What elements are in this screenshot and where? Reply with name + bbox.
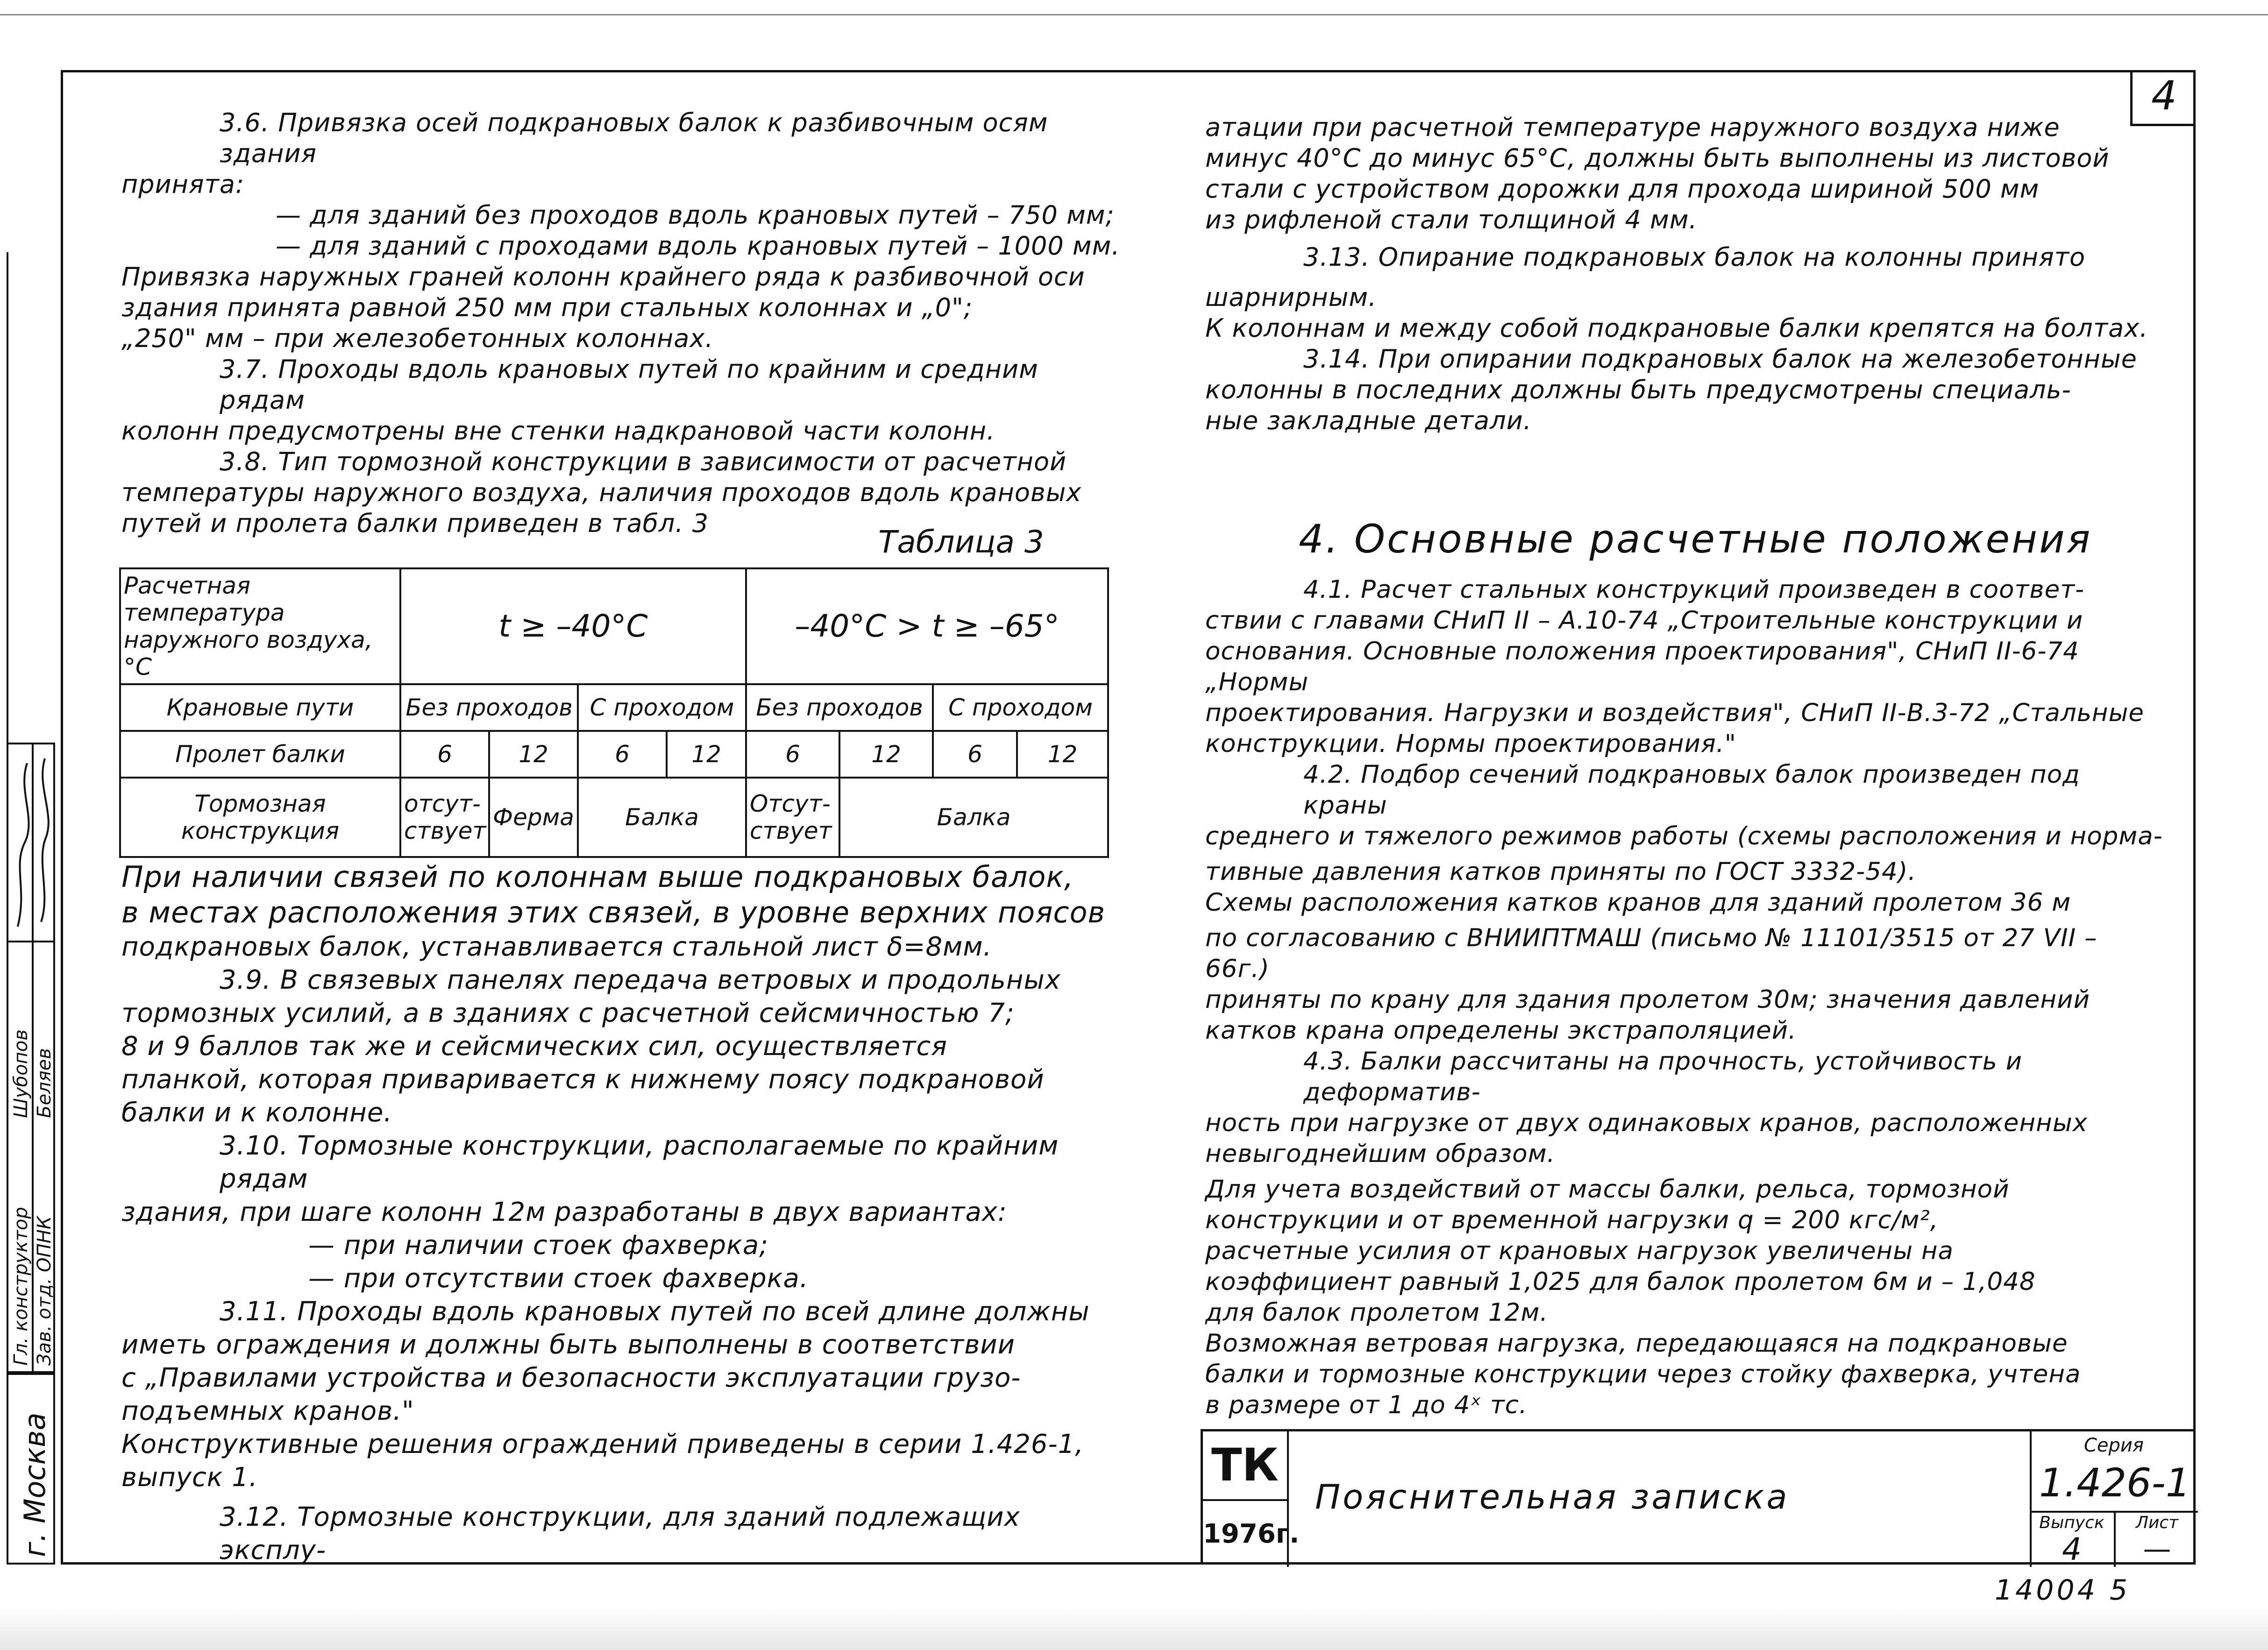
text-line: среднего и тяжелого режимов работы (схемы расположения и норма-	[1205, 822, 2163, 850]
sidebar-name2: Беляев	[34, 1048, 55, 1118]
text-line: атации при расчетной температуре наружного воздуха ниже	[1205, 113, 2060, 142]
year: 1976г.	[1203, 1519, 1300, 1549]
sidebar-city-strip	[7, 1373, 55, 1565]
text-line: катков крана определены экстраполяцией.	[1205, 1016, 1797, 1045]
text-line: здания принята равной 250 мм при стальных колоннах и „0";	[121, 293, 973, 322]
text-line: Привязка наружных граней колонн крайнего ряда к разбивочной оси	[121, 262, 1085, 291]
org-code: ТК	[1211, 1439, 1279, 1491]
table-cell: 6	[400, 731, 489, 778]
table-cell: Крановые пути	[120, 684, 400, 731]
text-line: конструкции и от временной нагрузки q = 200 кгс/м²,	[1205, 1206, 1939, 1234]
table-cell: С проходом	[578, 684, 746, 731]
text-line: Конструктивные решения ограждений приведены в серии 1.426-1,	[121, 1429, 1084, 1459]
document-title: Пояснительная записка	[1315, 1477, 1790, 1516]
text-line: невыгоднейшим образом.	[1205, 1140, 1556, 1168]
section-heading: 4. Основные расчетные положения	[1299, 516, 2092, 562]
text-line: „250" мм – при железобетонных колоннах.	[121, 324, 714, 353]
text-line: 8 и 9 баллов так же и сейсмических сил, осуществляется	[121, 1031, 947, 1062]
text-line: по согласованию с ВНИИПТМАШ (письмо № 11101/3515 от 27 VII – 66г.)	[1205, 924, 2097, 983]
series-value: 1.426-1	[2039, 1460, 2191, 1506]
table-cell: 12	[667, 731, 746, 778]
table-cell: –40°С > t ≥ –65°	[746, 568, 1108, 684]
text-line: ствии с главами СНиП II – А.10-74 „Строительные конструкции и	[1205, 606, 2083, 635]
text-line: 4.2. Подбор сечений подкрановых балок произведен под краны	[1303, 760, 2080, 820]
bottom-code: 14004 5	[1995, 1574, 2131, 1607]
table-cell: Балка	[839, 778, 1108, 857]
text-line: 4.3. Балки рассчитаны на прочность, устойчивость и деформатив-	[1303, 1047, 2023, 1106]
text-line: коэффициент равный 1,025 для балок пролетом 6м и – 1,048	[1205, 1268, 2036, 1296]
table-cell: Пролет балки	[120, 731, 400, 778]
right-column-body	[1205, 574, 2163, 1421]
text-line: температуры наружного воздуха, наличия проходов вдоль крановых	[121, 478, 1082, 507]
text-line: 3.9. В связевых панелях передача ветровых и продольных	[220, 965, 1061, 995]
text-line: с „Правилами устройства и безопасности эксплуатации грузо-	[121, 1363, 1021, 1393]
table-cell: Ферма	[489, 778, 578, 857]
text-line: 3.10. Тормозные конструкции, располагаемые по крайним рядам	[220, 1131, 1059, 1194]
sidebar-role2: Зав. отд. ОПНК	[34, 1216, 55, 1366]
text-line: минус 40°С до минус 65°С, должны быть выполнены из листовой	[1205, 143, 2110, 173]
sidebar-role1: Гл. конструктор	[10, 1207, 32, 1366]
text-line: тивные давления катков приняты по ГОСТ 3332-54).	[1205, 857, 1917, 886]
table-row	[120, 778, 1108, 857]
text-line: приняты по крану для здания пролетом 30м; значения давлений	[1205, 985, 2090, 1014]
text-line: из рифленой стали толщиной 4 мм.	[1205, 205, 1698, 234]
left-column-bottom	[121, 859, 1126, 1567]
sheet-number: 4	[2130, 70, 2196, 126]
table-cell: 12	[1017, 731, 1108, 778]
text-line: ные закладные детали.	[1205, 406, 1532, 435]
table-cell: 12	[489, 731, 578, 778]
text-line: колонн предусмотрены вне стенки надкрановой части колонн.	[121, 416, 995, 446]
text-line: в местах расположения этих связей, в уровне верхних поясов	[121, 895, 1106, 929]
text-line: шарнирным.	[1205, 283, 1377, 312]
sidebar-line	[7, 252, 8, 743]
text-line: ность при нагрузке от двух одинаковых кранов, расположенных	[1205, 1109, 2088, 1137]
signature-icon	[8, 749, 53, 936]
text-line: путей и пролета балки приведен в табл. 3	[121, 509, 709, 538]
sidebar-name1: Шубопов	[10, 1029, 32, 1118]
title-block	[1201, 1429, 2196, 1565]
text-line: планкой, которая приваривается к нижнему поясу подкрановой	[121, 1064, 1045, 1095]
text-line: 3.12. Тормозные конструкции, для зданий подлежащих эксплу-	[220, 1502, 1020, 1565]
text-line: При наличии связей по колоннам выше подкрановых балок,	[121, 860, 1074, 894]
text-line: Для учета воздействий от массы балки, рельса, тормозной	[1205, 1175, 2010, 1204]
table-3	[119, 567, 1109, 858]
text-line: балки и тормозные конструкции через стойку фахверка, учтена	[1205, 1360, 2081, 1388]
table-cell: Расчетная температура наружного воздуха, °С	[120, 568, 400, 684]
text-line: — для зданий с проходами вдоль крановых путей – 1000 мм.	[276, 231, 1120, 261]
table-row	[120, 684, 1108, 731]
sidebar-signature-strip	[7, 743, 55, 1373]
text-line: стали с устройством дорожки для прохода шириной 500 мм	[1205, 174, 2040, 204]
text-line: основания. Основные положения проектирования", СНиП II-6-74 „Нормы	[1205, 637, 2079, 696]
sidebar-stamp	[0, 252, 61, 1565]
text-line: балки и к колонне.	[121, 1098, 393, 1128]
text-line: принята:	[121, 170, 245, 199]
text-line: расчетные усилия от крановых нагрузок увеличены на	[1205, 1237, 1954, 1265]
table-cell: Отсут-ствует	[746, 778, 839, 857]
table-cell: отсут-ствует	[400, 778, 489, 857]
text-line: в размере от 1 до 4ˣ тс.	[1205, 1391, 1528, 1419]
text-line: 3.11. Проходы вдоль крановых путей по всей длине должны	[220, 1296, 1090, 1327]
table-cell: 12	[839, 731, 933, 778]
right-column-top	[1205, 112, 2163, 436]
text-line: 3.6. Привязка осей подкрановых балок к разбивочным осям здания	[220, 108, 1048, 168]
series-label: Серия	[2084, 1435, 2144, 1456]
text-line: — для зданий без проходов вдоль крановых путей – 750 мм;	[276, 200, 1115, 230]
text-line: — при отсутствии стоек фахверка.	[308, 1263, 809, 1294]
text-line: Возможная ветровая нагрузка, передающаяся на подкрановые	[1205, 1329, 2068, 1358]
text-line: 3.14. При опирании подкрановых балок на железобетонные	[1303, 344, 2137, 374]
text-line: проектирования. Нагрузки и воздействия", СНиП II-В.3-72 „Стальные	[1205, 699, 2145, 727]
text-line: К колоннам и между собой подкрановые балки крепятся на болтах.	[1205, 313, 2148, 343]
table-caption: Таблица 3	[878, 524, 1044, 560]
table-cell: 6	[746, 731, 839, 778]
text-line: — при наличии стоек фахверка;	[308, 1230, 769, 1261]
text-line: тормозных усилий, а в зданиях с расчетной сейсмичностью 7;	[121, 998, 1015, 1028]
text-line: для балок пролетом 12м.	[1205, 1298, 1549, 1327]
text-line: выпуск 1.	[121, 1462, 258, 1493]
table-cell: Без проходов	[400, 684, 578, 731]
text-line: 3.13. Опирание подкрановых балок на колонны принято	[1303, 242, 2086, 272]
text-line: 3.8. Тип тормозной конструкции в зависимости от расчетной	[220, 447, 1067, 476]
text-line: 4.1. Расчет стальных конструкций произведен в соответ-	[1303, 575, 2085, 604]
table-cell: 6	[578, 731, 667, 778]
top-rule	[0, 14, 2268, 15]
left-column-top	[121, 107, 1126, 539]
table-row	[120, 731, 1108, 778]
table-row	[120, 568, 1108, 684]
table-cell: Балка	[578, 778, 746, 857]
text-line: конструкции. Нормы проектирования."	[1205, 729, 1737, 758]
text-line: Схемы расположения катков кранов для зданий пролетом 36 м	[1205, 888, 2071, 917]
table-cell: 6	[933, 731, 1017, 778]
text-line: иметь ограждения и должны быть выполнены в соответствии	[121, 1330, 1016, 1360]
text-line: подъемных кранов."	[121, 1396, 414, 1426]
text-line: здания, при шаге колонн 12м разработаны в двух вариантах:	[121, 1197, 1007, 1227]
table-cell: Без проходов	[746, 684, 933, 731]
sheet-label: Лист	[2135, 1513, 2179, 1532]
table-cell: С проходом	[933, 684, 1108, 731]
table-cell: Тормозная конструкция	[120, 778, 400, 857]
sidebar-city: г. Москва	[18, 1412, 52, 1557]
sheet-value: —	[2143, 1533, 2171, 1565]
issue-value: 4	[2062, 1531, 2082, 1567]
issue-label: Выпуск	[2039, 1513, 2104, 1532]
text-line: колонны в последних должны быть предусмотрены специаль-	[1205, 375, 2071, 404]
text-line: 3.7. Проходы вдоль крановых путей по крайним и средним рядам	[220, 354, 1038, 415]
text-line: подкрановых балок, устанавливается стальной лист δ=8мм.	[121, 932, 992, 962]
table-cell: t ≥ –40°С	[400, 568, 746, 684]
scan-edge-bottom	[0, 1607, 2268, 1650]
